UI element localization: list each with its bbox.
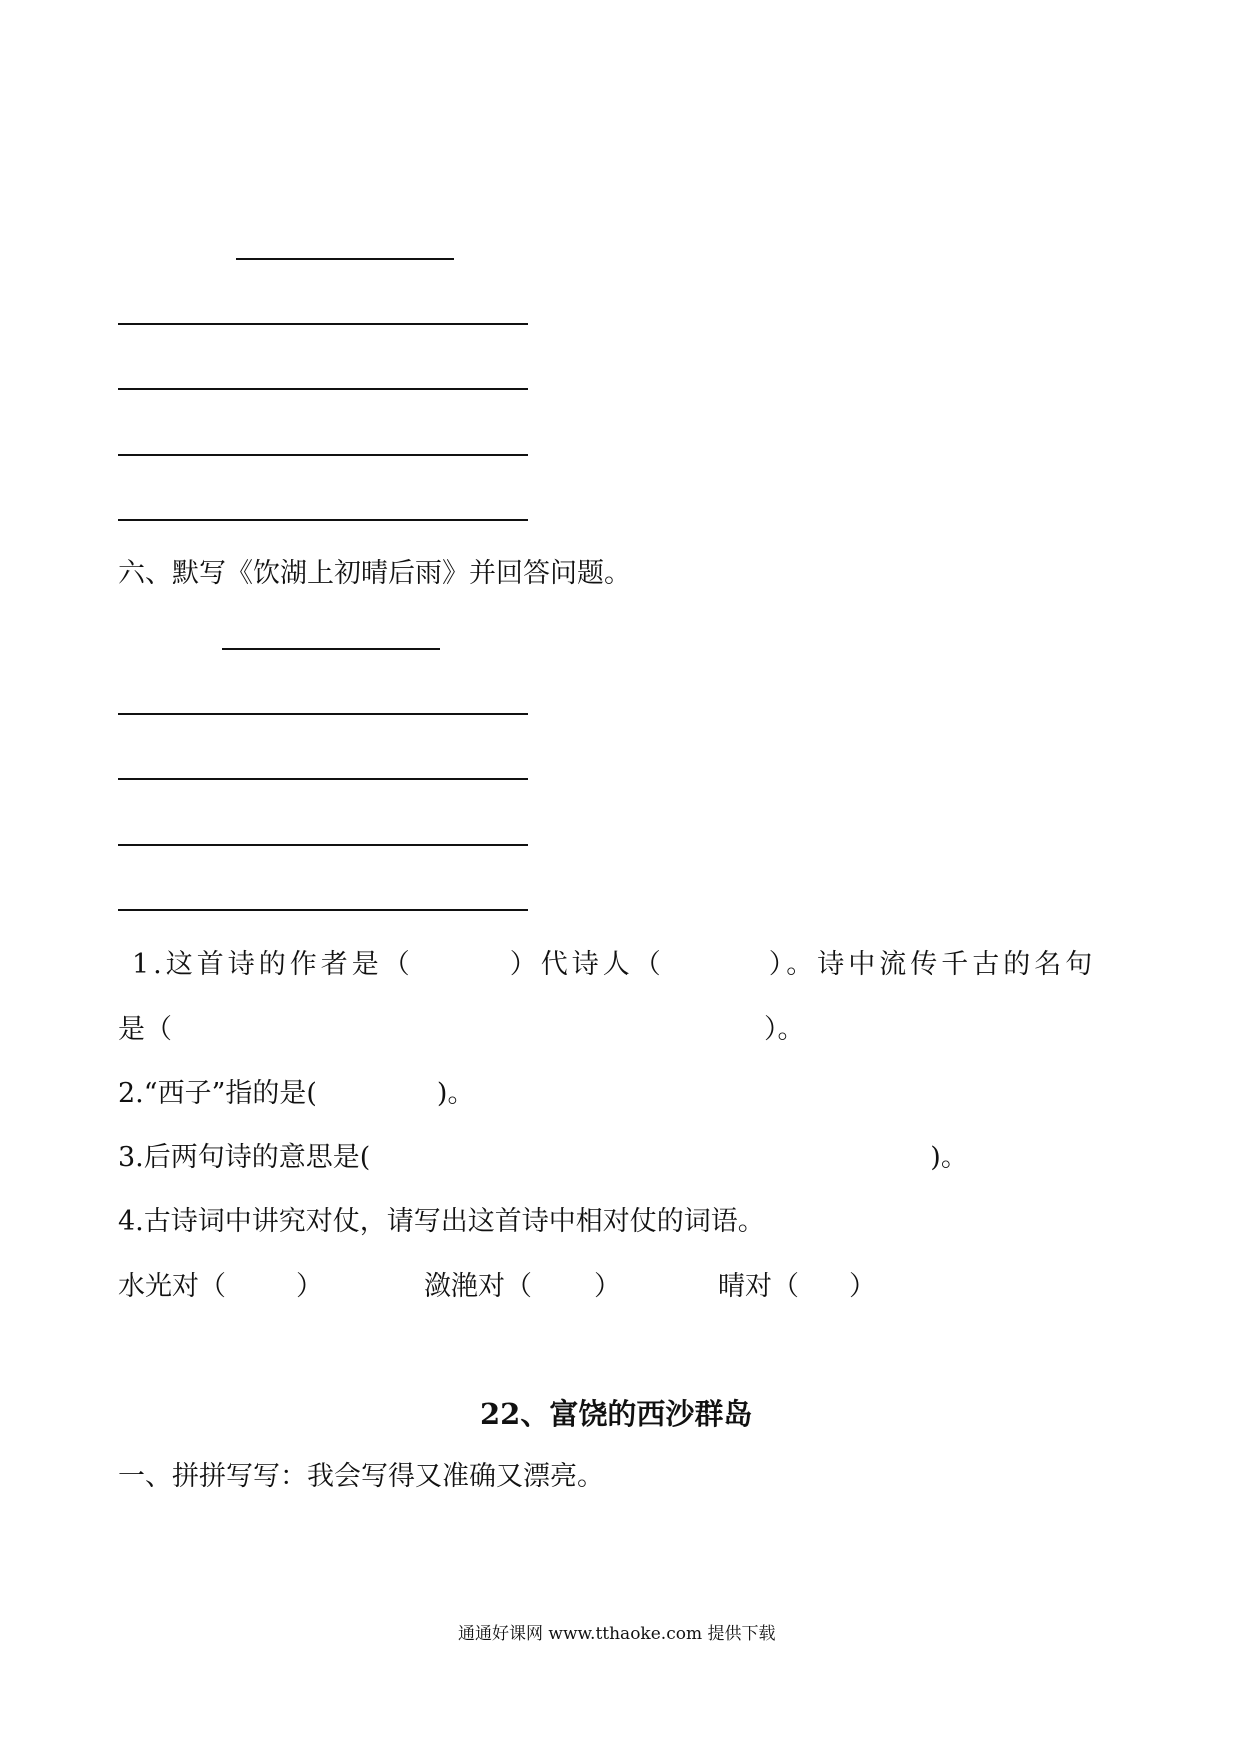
question-3 [118, 1144, 968, 1171]
poem-line-1 [118, 713, 528, 715]
question-2 [118, 1080, 474, 1107]
q1-prefix: 1.这首诗的作者是（ [132, 949, 414, 980]
q1-suffix: ）。诗中流传千古的名句 [768, 949, 1097, 980]
pair-3-label: 晴对（ [718, 1271, 799, 1302]
question-1-line-1 [132, 951, 1096, 978]
pair-1-label: 水光对（ [118, 1271, 226, 1302]
answer-line-4 [118, 519, 528, 521]
lesson-section-1: 一、拼拼写写：我会写得又准确又漂亮。 [118, 1461, 604, 1492]
q1-line2-suffix: ）。 [764, 1014, 805, 1045]
section6-heading: 六、默写《饮湖上初晴后雨》并回答问题。 [118, 558, 631, 589]
poem-title-blank-line [222, 648, 440, 650]
q1-mid: ）代诗人（ [509, 949, 665, 980]
footer-credit: 通通好课网 www.tthaoke.com 提供下载 [458, 1624, 776, 1644]
q3-suffix: )。 [930, 1142, 968, 1173]
question-1-line-2 [118, 1016, 805, 1043]
lesson-title: 22、富饶的西沙群岛 [480, 1397, 753, 1431]
pair-2 [424, 1273, 621, 1300]
pair-3-end: ） [849, 1271, 876, 1302]
poem-line-3 [118, 844, 528, 846]
q1-line2-prefix: 是（ [118, 1014, 172, 1045]
answer-line-3 [118, 454, 528, 456]
answer-line-2 [118, 388, 528, 390]
pair-3 [718, 1273, 876, 1300]
answer-line-1 [118, 323, 528, 325]
pair-2-end: ） [594, 1271, 621, 1302]
pair-1 [118, 1273, 323, 1300]
pair-1-end: ） [296, 1271, 323, 1302]
poem-line-4 [118, 909, 528, 911]
question-4: 4.古诗词中讲究对仗，请写出这首诗中相对仗的词语。 [118, 1206, 765, 1237]
q2-suffix: )。 [436, 1078, 475, 1109]
q3-prefix: 3.后两句诗的意思是( [118, 1142, 371, 1173]
pair-2-label: 潋滟对（ [424, 1271, 532, 1302]
title-blank-line-1 [236, 258, 454, 260]
poem-line-2 [118, 778, 528, 780]
q2-prefix: 2.“西子”指的是( [118, 1078, 317, 1109]
